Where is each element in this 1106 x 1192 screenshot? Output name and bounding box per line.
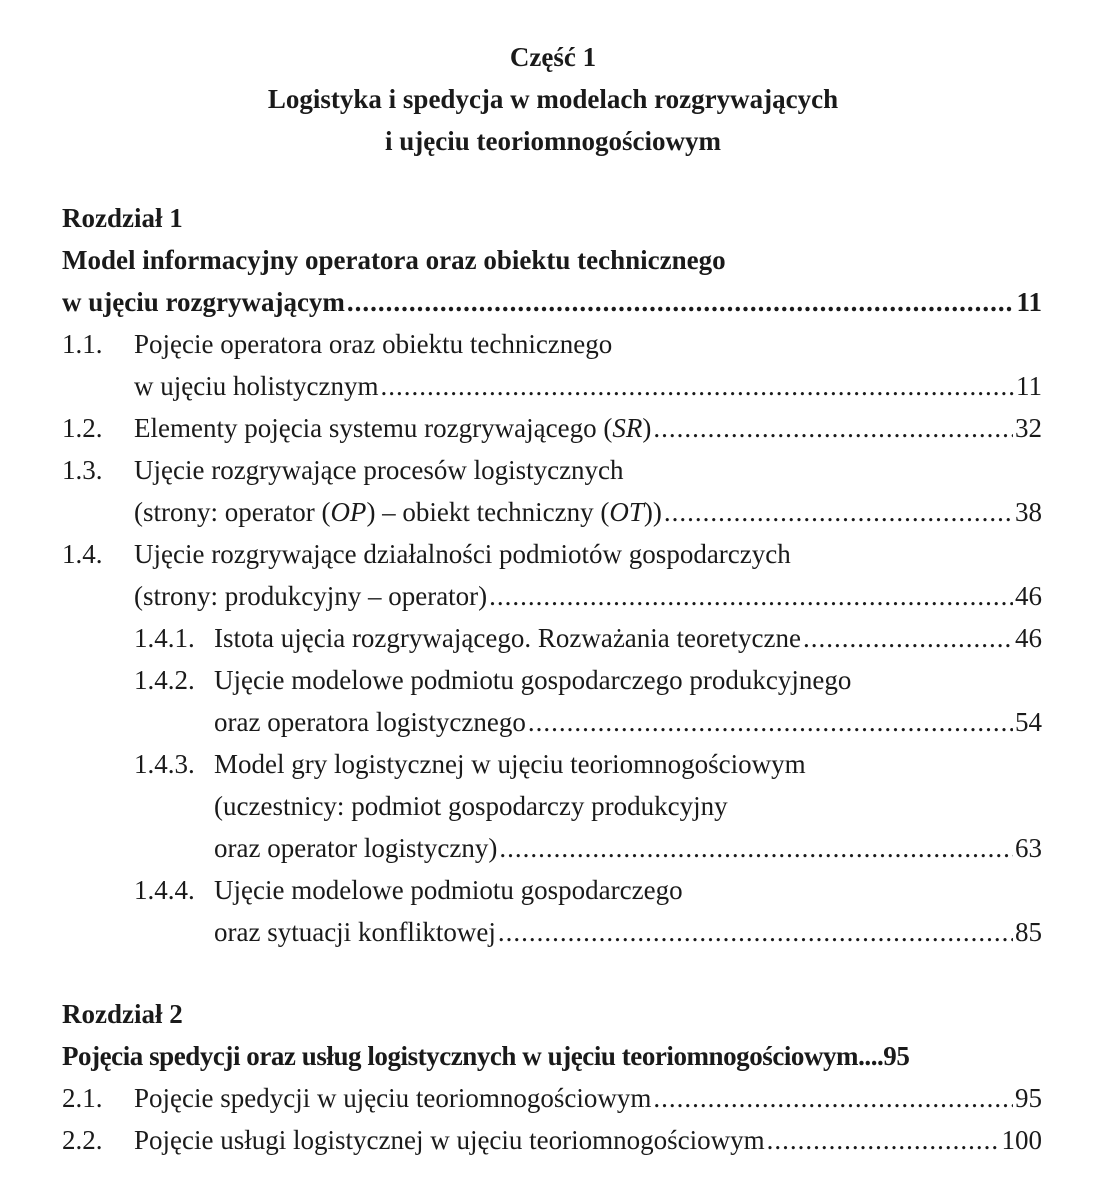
subsection-title-line2: (uczestnicy: podmiot gospodarczy produkcyjny — [214, 791, 728, 821]
part-title-line1: Logistyka i spedycja w modelach rozgrywających — [267, 84, 839, 114]
toc-entry-1-4-3-cont2[interactable] — [62, 827, 1042, 869]
subsection-number: 1.4.2. — [134, 665, 195, 695]
toc-entry-1-4-cont[interactable] — [62, 575, 1042, 617]
part-label: Część 1 — [509, 42, 597, 72]
section-title-line1: Pojęcie operatora oraz obiektu technicznego — [134, 329, 613, 359]
section-title-text: (strony: operator ( — [134, 497, 331, 527]
toc-entry-1-3-cont[interactable] — [62, 491, 1042, 533]
toc-entry-1-4-3[interactable] — [62, 743, 1042, 785]
section-title-line2: w ujęciu holistycznym — [134, 371, 379, 401]
section-number: 1.1. — [62, 329, 103, 359]
toc-entry-1-4[interactable] — [62, 533, 1042, 575]
chapter1-title-line1 — [62, 239, 1042, 281]
part-heading — [0, 36, 1106, 162]
chapter2-label — [62, 993, 1042, 1035]
section-title-text-end: )) — [643, 497, 662, 527]
subsection-title-line1: Istota ujęcia rozgrywającego. Rozważania teoretyczne — [214, 623, 801, 653]
page-number: 11 — [1016, 287, 1042, 317]
toc-entry-chapter2[interactable] — [62, 1035, 1042, 1077]
toc-entry-1-4-2[interactable] — [62, 659, 1042, 701]
page-number: 100 — [1001, 1125, 1042, 1155]
subsection-title-line2: oraz operatora logistycznego — [214, 707, 526, 737]
section-title-line2: (strony: produkcyjny – operator) — [134, 581, 488, 611]
dot-leader — [664, 491, 1013, 533]
toc-entry-1-2[interactable] — [62, 407, 1042, 449]
section-number: 2.2. — [62, 1125, 103, 1155]
section-title-line1: Pojęcie usługi logistycznej w ujęciu teoriomnogościowym — [134, 1125, 765, 1155]
toc-entry-2-1[interactable] — [62, 1077, 1042, 1119]
section-title-line1: Ujęcie rozgrywające procesów logistycznych — [134, 455, 624, 485]
section-title-text-end: ) — [642, 413, 652, 443]
subsection-number: 1.4.1. — [134, 623, 195, 653]
subsection-title-line1: Ujęcie modelowe podmiotu gospodarczego produkcyjnego — [214, 665, 852, 695]
section-number: 1.2. — [62, 413, 103, 443]
subsection-title-line1: Ujęcie modelowe podmiotu gospodarczego — [214, 875, 683, 905]
page-number: 85 — [1015, 917, 1042, 947]
part-title-line2: i ujęciu teoriomnogościowym — [385, 126, 721, 156]
page-number: 46 — [1015, 623, 1042, 653]
toc-entry-2-2[interactable] — [62, 1119, 1042, 1161]
toc-entry-1-4-3-cont1[interactable] — [62, 785, 1042, 827]
section-title-line1: Ujęcie rozgrywające działalności podmiotów gospodarczych — [134, 539, 791, 569]
dot-leader — [653, 1077, 1013, 1119]
chapter2-label-text: Rozdział 2 — [62, 999, 183, 1029]
section-title-line1 — [134, 407, 651, 449]
chapter2-title: Pojęcia spedycji oraz usług logistycznych w ujęciu teoriomnogościowym....95 — [62, 1041, 910, 1071]
page-number: 54 — [1015, 707, 1042, 737]
dot-leader — [767, 1119, 1000, 1161]
toc-entry-chapter1[interactable] — [62, 281, 1042, 323]
dot-leader — [653, 407, 1013, 449]
dot-leader — [528, 701, 1013, 743]
section-title-line1: Pojęcie spedycji w ujęciu teoriomnogościowym — [134, 1083, 652, 1113]
toc-entry-1-4-2-cont[interactable] — [62, 701, 1042, 743]
section-number: 1.4. — [62, 539, 103, 569]
chapter1-label — [62, 197, 1042, 239]
toc-entry-1-1[interactable] — [62, 323, 1042, 365]
section-title-text: ) – obiekt techniczny ( — [366, 497, 610, 527]
toc-entry-1-4-4-cont[interactable] — [62, 911, 1042, 953]
page-number: 38 — [1015, 497, 1042, 527]
chapter1-label-text: Rozdział 1 — [62, 203, 183, 233]
page-number: 32 — [1015, 413, 1042, 443]
dot-leader — [499, 827, 1013, 869]
section-number: 2.1. — [62, 1083, 103, 1113]
subsection-number: 1.4.4. — [134, 875, 195, 905]
subsection-title-line1: Model gry logistycznej w ujęciu teoriomnogościowym — [214, 749, 806, 779]
chapter1-title-line1-text: Model informacyjny operatora oraz obiektu technicznego — [62, 245, 726, 275]
page-number: 11 — [1016, 371, 1042, 401]
toc-entry-1-3[interactable] — [62, 449, 1042, 491]
section-title-italic: OT — [609, 497, 644, 527]
page-number: 63 — [1015, 833, 1042, 863]
subsection-number: 1.4.3. — [134, 749, 195, 779]
toc-entry-1-4-4[interactable] — [62, 869, 1042, 911]
dot-leader — [489, 575, 1013, 617]
section-title-line2 — [134, 491, 662, 533]
toc-entry-1-1-cont[interactable] — [62, 365, 1042, 407]
subsection-title-line2: oraz sytuacji konfliktowej — [214, 917, 496, 947]
section-title-text: Elementy pojęcia systemu rozgrywającego ( — [134, 413, 613, 443]
dot-leader — [498, 911, 1013, 953]
section-title-italic: OP — [330, 497, 367, 527]
section-number: 1.3. — [62, 455, 103, 485]
section-title-italic: SR — [612, 413, 643, 443]
dot-leader — [347, 281, 1015, 323]
page-number: 95 — [1015, 1083, 1042, 1113]
page-number: 46 — [1015, 581, 1042, 611]
dot-leader — [380, 365, 1014, 407]
dot-leader — [803, 617, 1013, 659]
chapter1-title-line2: w ujęciu rozgrywającym — [62, 287, 345, 317]
subsection-title-line3: oraz operator logistyczny) — [214, 833, 498, 863]
toc-entry-1-4-1[interactable] — [62, 617, 1042, 659]
